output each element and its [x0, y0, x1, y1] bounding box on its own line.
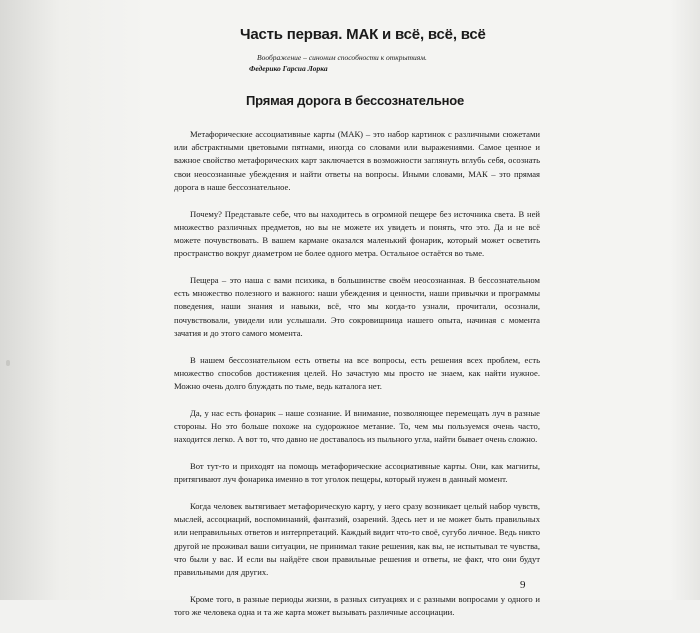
paragraph: Вот тут-то и приходят на помощь метафорические ассоциативные карты. Они, как магниты, притягивают луч фонарика именно в тот уголок пещеры, который нужен в данный момент. [174, 461, 540, 485]
part-title: Часть первая. МАК и всё, всё, всё [240, 26, 486, 43]
epigraph [249, 52, 557, 74]
paragraph: Метафорические ассоциативные карты (МАК) – это набор картинок с различными сюжетами или абстрактными цветовыми пятнами, иногда со словами или выражениями. Самое ценное и важное свойство метафорических карт заключается в возможности заглянуть вглубь себя, осознать свои неосознанные убеждения и найти ответы на вопросы. Иными словами, МАК – это прямая дорога в наше бессознательное. [174, 129, 540, 192]
chapter-title: Прямая дорога в бессознательное [246, 93, 465, 108]
epigraph-quote: Воображение – синоним способности к открытиям. [257, 53, 427, 62]
page-number: 9 [520, 579, 526, 591]
paragraph: Почему? Представьте себе, что вы находитесь в огромной пещере без источника света. В ней множество различных предметов, но вы не можете их увидеть и понять, что это. Да и не всё можете почувствовать. В вашем кармане оказался маленький фонарик, который может осветить пространство вокруг диаметром не более одного метра. Остальное остаётся во тьме. [174, 208, 540, 259]
paragraph: Кроме того, в разные периоды жизни, в разных ситуациях и с разными вопросами у одного и того же человека одна и та же карта может вызывать различные ассоциации. [174, 593, 540, 618]
paragraph: Когда человек вытягивает метафорическую карту, у него сразу возникает целый набор чувств, мыслей, ассоциаций, воспоминаний, фантазий, озарений. Здесь нет и не может быть правильных или неправильных ответов и интерпретаций. Каждый видит что-то своё, сугубо личное. Ведь никто другой не проживал ваши ситуации, не принимал такие решения, как вы, не испытывал те чувства, что были у вас. И если вы найдёте свои правильные решения и ответы, не факт, что они будут правильными для других. [174, 501, 540, 578]
scan-speck [6, 360, 10, 366]
epigraph-author: Федерико Гарсиа Лорка [249, 64, 328, 73]
paragraph: В нашем бессознательном есть ответы на все вопросы, есть решения всех проблем, есть множество способов достижения целей. Но зачастую мы просто не знаем, как найти нужное. Можно очень долго блуждать по тьме, ведь каталога нет. [174, 354, 540, 392]
scan-shadow-left [0, 0, 150, 600]
paragraph: Да, у нас есть фонарик – наше сознание. И внимание, позволяющее перемещать луч в разные стороны. Но это больше похоже на судорожное метание. То, чем мы пользуемся очень часто, находится легко. А вот то, что давно не доставалось из пыльного угла, найти бывает очень сложно. [174, 407, 540, 445]
scan-shadow-right [670, 0, 700, 600]
paragraph: Пещера – это наша с вами психика, в большинстве своём неосознанная. В бессознательном есть множество полезного и важного: наши убеждения и ценности, наши привычки и программы поведения, наши знания и навыки, всё, что мы когда-то узнали, прочитали, осознали, почувствовали, увидели или услышали. Это сокровищница нашего опыта, начиная с момента зачатия и до этого самого момента. [174, 275, 540, 338]
body-text [174, 128, 540, 633]
